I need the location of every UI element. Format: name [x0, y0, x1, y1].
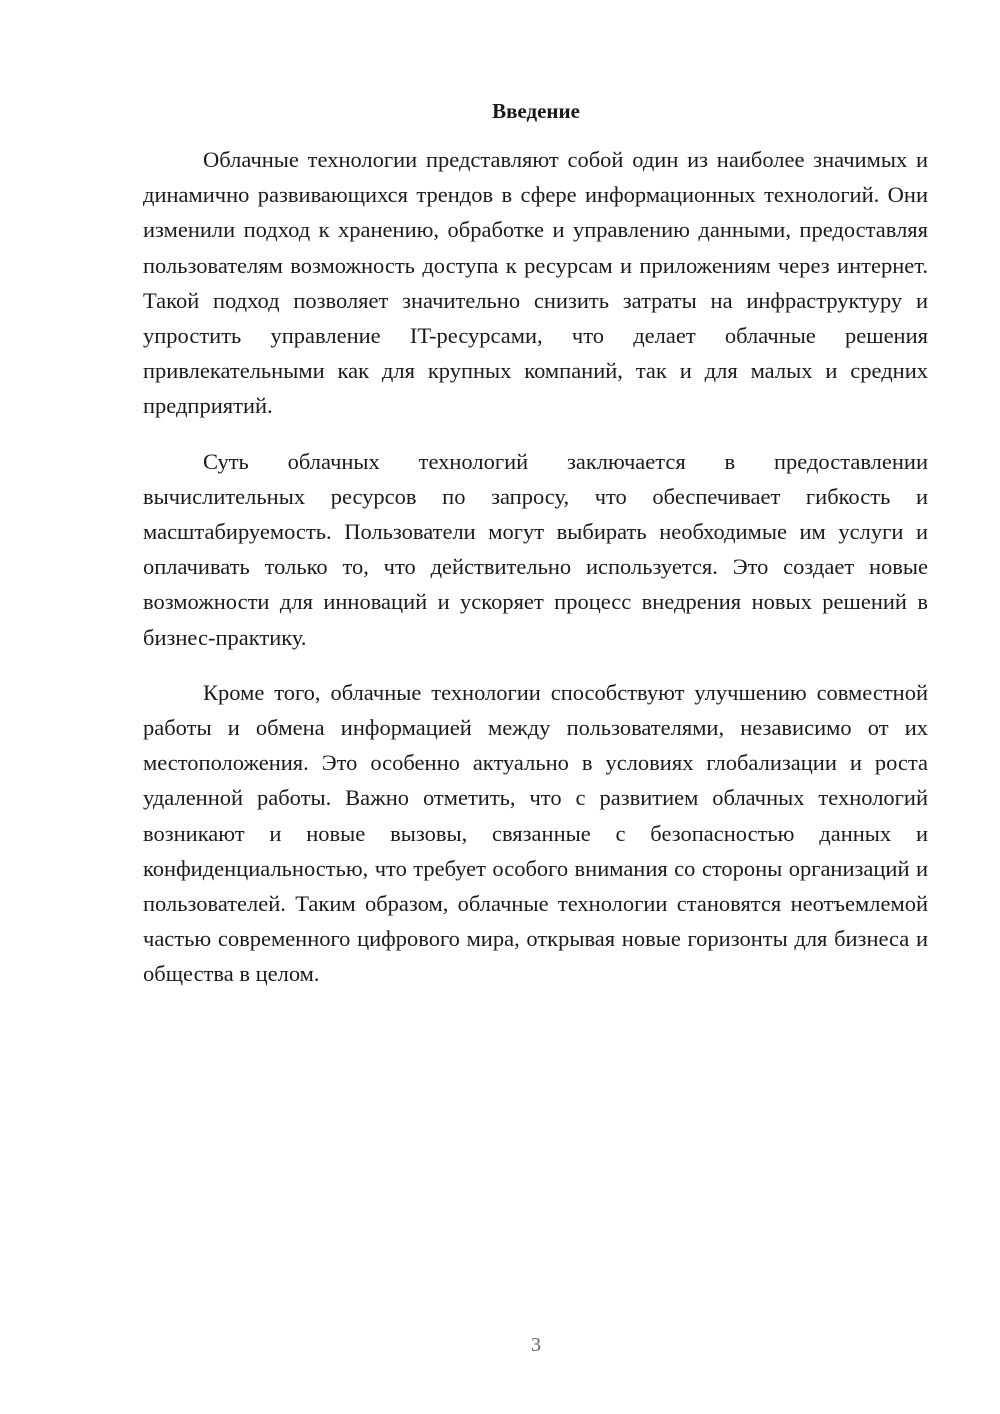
- paragraph: Кроме того, облачные технологии способствуют улучшению совместной работы и обмена информацией между пользователями, независимо от их местоположения. Это особенно актуально в условиях глобализации и роста удаленной работы. Важно отметить, что с развитием облачных технологий возникают и новые вызовы, связанные с безопасностью данных и конфиденциальностью, что требует особого внимания со стороны организаций и пользователей. Таким образом, облачные технологии становятся неотъемлемой частью современного цифрового мира, открывая новые горизонты для бизнеса и общества в целом.: [143, 679, 928, 987]
- paragraph: Облачные технологии представляют собой один из наиболее значимых и динамично развивающихся трендов в сфере информационных технологий. Они изменили подход к хранению, обработке и управлению данными, предоставляя пользователям возможность доступа к ресурсам и приложениям через интернет. Такой подход позволяет значительно снизить затраты на инфраструктуру и упростить управление IT-ресурсами, что делает облачные решения привлекательными как для крупных компаний, так и для малых и средних предприятий.: [143, 147, 928, 419]
- paragraph: Суть облачных технологий заключается в предоставлении вычислительных ресурсов по запросу, что обеспечивает гибкость и масштабируемость. Пользователи могут выбирать необходимые им услуги и оплачивать только то, что действительно используется. Это создает новые возможности для инноваций и ускоряет процесс внедрения новых решений в бизнес-практику.: [143, 448, 928, 650]
- page-number: 3: [531, 1334, 541, 1356]
- section-title: Введение: [492, 99, 580, 123]
- document-body: [143, 142, 928, 992]
